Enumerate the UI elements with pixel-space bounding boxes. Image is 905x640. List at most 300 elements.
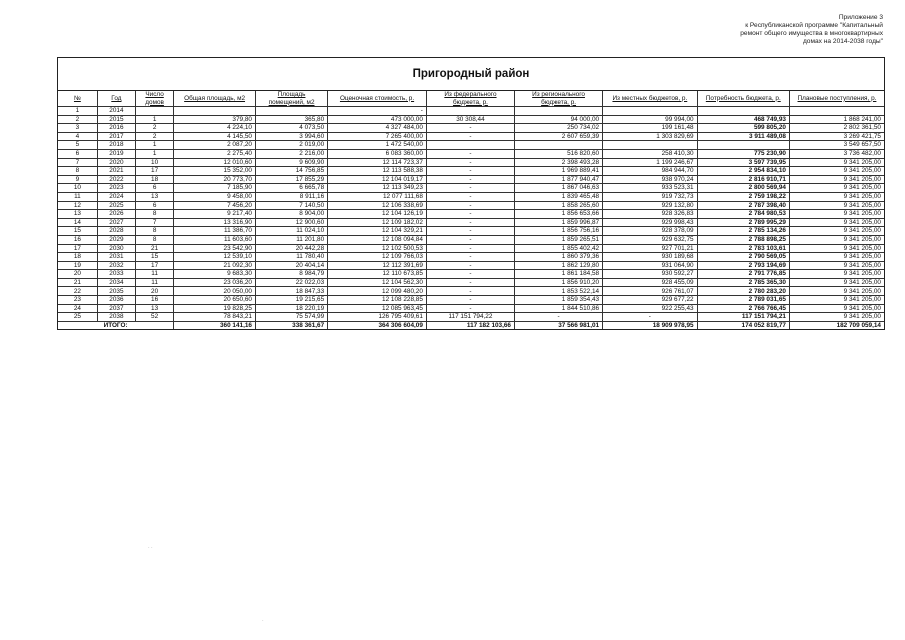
table-cell: 922 255,43 — [603, 304, 697, 313]
table-cell: 1 861 184,58 — [515, 270, 603, 279]
table-cell: 75 574,99 — [255, 313, 327, 322]
table-cell: 11 386,70 — [174, 227, 256, 236]
report-sheet — [57, 57, 885, 330]
table-cell: 20 — [58, 270, 97, 279]
table-cell: 20 773,70 — [174, 175, 256, 184]
table-cell: 11 — [58, 192, 97, 201]
col-header-number: № — [58, 91, 97, 107]
table-cell: 8 984,79 — [255, 270, 327, 279]
table-cell: 2 275,40 — [174, 149, 256, 158]
table-cell: 17 — [58, 244, 97, 253]
table-cell: 12 — [58, 201, 97, 210]
table-cell: 20 — [136, 287, 174, 296]
table-cell: 22 — [58, 287, 97, 296]
table-cell: 1 303 829,69 — [603, 132, 697, 141]
table-cell: 10 — [136, 158, 174, 167]
col-header-estimated-cost: Оценочная стоимость, р. — [328, 91, 427, 107]
table-cell: 9 683,30 — [174, 270, 256, 279]
table-cell: 21 — [58, 278, 97, 287]
table-cell: - — [426, 218, 514, 227]
table-row — [58, 218, 884, 227]
table-cell: 1 877 940,47 — [515, 175, 603, 184]
table-cell: - — [426, 210, 514, 219]
table-cell: 12 077 111,68 — [328, 192, 427, 201]
table-cell: 30 308,44 — [426, 115, 514, 124]
table-row — [58, 158, 884, 167]
table-cell: 12 102 500,53 — [328, 244, 427, 253]
table-cell: 1 856 756,16 — [515, 227, 603, 236]
table-cell: 2 — [136, 124, 174, 133]
table-cell: 2 790 569,05 — [697, 253, 789, 262]
table-cell: - — [426, 167, 514, 176]
table-cell: 1 — [136, 141, 174, 150]
table-cell: 2 800 569,94 — [697, 184, 789, 193]
table-cell: 927 701,21 — [603, 244, 697, 253]
table-row — [58, 167, 884, 176]
total-cell: 364 306 604,09 — [328, 321, 427, 329]
table-cell: 12 114 723,37 — [328, 158, 427, 167]
table-cell: 5 — [58, 141, 97, 150]
table-cell: 1 858 265,60 — [515, 201, 603, 210]
table-cell: 9 341 205,00 — [789, 313, 884, 322]
table-cell: 7 185,90 — [174, 184, 256, 193]
table-cell: 12 110 673,85 — [328, 270, 427, 279]
table-cell: 9 341 205,00 — [789, 244, 884, 253]
table-cell: 9 341 205,00 — [789, 218, 884, 227]
col-header-houses: Число домов — [136, 91, 174, 107]
table-cell: 1 862 129,80 — [515, 261, 603, 270]
table-cell: 258 410,30 — [603, 149, 697, 158]
table-cell: 2024 — [97, 192, 135, 201]
table-cell: 12 113 588,38 — [328, 167, 427, 176]
table-cell: 8 — [136, 235, 174, 244]
total-cell: 37 566 981,01 — [515, 321, 603, 329]
table-cell: 2022 — [97, 175, 135, 184]
table-row — [58, 304, 884, 313]
total-row — [58, 321, 884, 329]
table-row — [58, 149, 884, 158]
table-cell: 2 783 103,61 — [697, 244, 789, 253]
table-cell: 2019 — [97, 149, 135, 158]
table-cell: 9 341 205,00 — [789, 192, 884, 201]
table-cell — [255, 107, 327, 116]
table-row — [58, 270, 884, 279]
table-cell: 12 106 338,69 — [328, 201, 427, 210]
total-cell: 360 141,16 — [174, 321, 256, 329]
header-row — [58, 91, 884, 107]
table-cell: 11 024,10 — [255, 227, 327, 236]
table-cell: 8 911,16 — [255, 192, 327, 201]
table-cell: 516 820,60 — [515, 149, 603, 158]
table-cell: 2 — [58, 115, 97, 124]
table-cell: 9 341 205,00 — [789, 210, 884, 219]
table-cell — [789, 107, 884, 116]
table-cell: 12 085 963,45 — [328, 304, 427, 313]
table-cell: 2 802 361,50 — [789, 124, 884, 133]
table-cell: 15 — [136, 253, 174, 262]
table-cell: 929 677,22 — [603, 296, 697, 305]
table-cell: 2018 — [97, 141, 135, 150]
table-cell: 21 — [136, 244, 174, 253]
col-header-federal: Из федерального бюджета, р. — [426, 91, 514, 107]
table-row — [58, 253, 884, 262]
table-cell: 929 632,75 — [603, 235, 697, 244]
table-cell: 16 — [136, 296, 174, 305]
table-cell: 2035 — [97, 287, 135, 296]
table-cell: 473 000,00 — [328, 115, 427, 124]
table-cell: - — [603, 313, 697, 322]
table-cell: 10 — [58, 184, 97, 193]
table-cell: 250 734,02 — [515, 124, 603, 133]
table-cell: 13 — [58, 210, 97, 219]
table-cell: - — [426, 296, 514, 305]
table-cell: 13 — [136, 192, 174, 201]
table-cell: 20 404,14 — [255, 261, 327, 270]
table-cell: - — [426, 270, 514, 279]
table-cell: - — [426, 132, 514, 141]
table-cell: 7 140,50 — [255, 201, 327, 210]
table-cell: 8 — [58, 167, 97, 176]
table-cell: 2037 — [97, 304, 135, 313]
table-cell: 7 265 400,00 — [328, 132, 427, 141]
table-cell: 919 732,73 — [603, 192, 697, 201]
table-cell: 1 856 653,66 — [515, 210, 603, 219]
table-cell: - — [426, 149, 514, 158]
table-cell: 2032 — [97, 261, 135, 270]
table-cell: 12 104 329,21 — [328, 227, 427, 236]
table-cell — [174, 107, 256, 116]
table-cell: 599 805,20 — [697, 124, 789, 133]
table-cell — [697, 141, 789, 150]
table-cell: 3 549 657,50 — [789, 141, 884, 150]
table-cell: 9 609,90 — [255, 158, 327, 167]
table-cell: 9 341 205,00 — [789, 296, 884, 305]
appendix-line: Приложение 3 — [838, 14, 883, 21]
table-cell: 9 341 205,00 — [789, 167, 884, 176]
table-cell: 2 954 834,10 — [697, 167, 789, 176]
table-cell: 17 — [136, 167, 174, 176]
table-cell: 11 — [136, 278, 174, 287]
table-cell: 3 736 482,00 — [789, 149, 884, 158]
table-cell: 13 — [136, 304, 174, 313]
table-cell: - — [426, 175, 514, 184]
table-cell: 1 — [136, 115, 174, 124]
table-cell: 2036 — [97, 296, 135, 305]
table-row — [58, 287, 884, 296]
table-cell: 1 199 246,67 — [603, 158, 697, 167]
table-cell: 2030 — [97, 244, 135, 253]
table-cell: 2020 — [97, 158, 135, 167]
table-cell: 18 — [58, 253, 97, 262]
table-cell: 12 099 480,20 — [328, 287, 427, 296]
table-cell: 126 795 409,61 — [328, 313, 427, 322]
table-cell: 9 341 205,00 — [789, 184, 884, 193]
table-cell: 12 104 562,30 — [328, 278, 427, 287]
table-cell: 22 022,03 — [255, 278, 327, 287]
table-cell: 52 — [136, 313, 174, 322]
table-cell: 938 970,24 — [603, 175, 697, 184]
total-cell: 117 182 103,66 — [426, 321, 514, 329]
table-cell: 3 597 739,95 — [697, 158, 789, 167]
repair-budget-table — [58, 91, 884, 329]
total-label: ИТОГО: — [58, 321, 174, 329]
table-cell: 2029 — [97, 235, 135, 244]
table-cell: 2034 — [97, 278, 135, 287]
table-cell: 4 224,10 — [174, 124, 256, 133]
district-title: Пригородный район — [58, 58, 884, 91]
table-cell: 6 — [58, 149, 97, 158]
table-cell: 8 — [136, 210, 174, 219]
table-cell: 4 145,50 — [174, 132, 256, 141]
table-cell: 11 603,60 — [174, 235, 256, 244]
table-cell: 9 217,40 — [174, 210, 256, 219]
table-cell — [603, 107, 697, 116]
table-cell: 1 868 241,00 — [789, 115, 884, 124]
table-cell: 19 — [58, 261, 97, 270]
table-cell: 929 132,80 — [603, 201, 697, 210]
table-cell: 1 969 889,41 — [515, 167, 603, 176]
table-cell: 18 220,19 — [255, 304, 327, 313]
table-cell: 2 787 398,40 — [697, 201, 789, 210]
table-cell: 379,80 — [174, 115, 256, 124]
table-cell: 1 859 265,51 — [515, 235, 603, 244]
table-cell: 12 108 094,84 — [328, 235, 427, 244]
appendix-note — [703, 14, 883, 46]
table-row — [58, 192, 884, 201]
table-cell: 9 341 205,00 — [789, 158, 884, 167]
table-cell: 20 650,60 — [174, 296, 256, 305]
table-cell: 2 398 493,28 — [515, 158, 603, 167]
table-cell: - — [515, 313, 603, 322]
table-cell: 8 — [136, 227, 174, 236]
table-cell — [426, 141, 514, 150]
total-cell: 18 909 978,95 — [603, 321, 697, 329]
table-cell: 7 — [58, 158, 97, 167]
table-cell: 2 216,00 — [255, 149, 327, 158]
table-cell: 6 — [136, 201, 174, 210]
table-row — [58, 115, 884, 124]
table-cell: 2 785 134,26 — [697, 227, 789, 236]
table-cell: 12 900,60 — [255, 218, 327, 227]
table-cell: 4 073,50 — [255, 124, 327, 133]
table-cell: - — [426, 304, 514, 313]
total-cell: 174 052 819,77 — [697, 321, 789, 329]
table-cell: 9 341 205,00 — [789, 261, 884, 270]
table-cell: - — [426, 158, 514, 167]
table-cell: 928 455,09 — [603, 278, 697, 287]
appendix-line: домах на 2014-2038 годы" — [802, 38, 883, 45]
table-cell: - — [426, 287, 514, 296]
table-cell — [603, 141, 697, 150]
table-cell: 23 036,20 — [174, 278, 256, 287]
table-cell: 2023 — [97, 184, 135, 193]
table-cell: 1 — [58, 107, 97, 116]
table-cell: 9 341 205,00 — [789, 270, 884, 279]
table-row — [58, 175, 884, 184]
table-cell: 2033 — [97, 270, 135, 279]
table-cell: 2027 — [97, 218, 135, 227]
table-cell: 25 — [58, 313, 97, 322]
table-row — [58, 227, 884, 236]
table-cell: 9 — [58, 175, 97, 184]
table-cell: - — [426, 278, 514, 287]
table-cell: 933 523,31 — [603, 184, 697, 193]
scan-speck: · · — [148, 545, 153, 551]
table-cell: - — [426, 253, 514, 262]
col-header-regional: Из регионального бюджета, р. — [515, 91, 603, 107]
table-cell: 1 860 379,36 — [515, 253, 603, 262]
table-cell: 13 316,90 — [174, 218, 256, 227]
table-cell: 6 083 360,00 — [328, 149, 427, 158]
table-cell: 8 904,00 — [255, 210, 327, 219]
table-cell: 14 756,85 — [255, 167, 327, 176]
table-cell: - — [426, 235, 514, 244]
table-cell: 1 867 046,63 — [515, 184, 603, 193]
table-cell: 2 — [136, 132, 174, 141]
table-cell: 2 759 198,22 — [697, 192, 789, 201]
table-cell: 1 844 510,86 — [515, 304, 603, 313]
table-cell: 12 113 349,23 — [328, 184, 427, 193]
table-cell: 2028 — [97, 227, 135, 236]
table-cell: 21 092,30 — [174, 261, 256, 270]
table-cell: 94 000,00 — [515, 115, 603, 124]
table-cell: 9 341 205,00 — [789, 253, 884, 262]
col-header-budget-need: Потребность бюджета, р. — [697, 91, 789, 107]
table-cell: 365,80 — [255, 115, 327, 124]
table-cell: 199 161,48 — [603, 124, 697, 133]
table-cell: 11 201,80 — [255, 235, 327, 244]
table-cell: 9 458,00 — [174, 192, 256, 201]
table-cell: 20 442,28 — [255, 244, 327, 253]
table-cell: 9 341 205,00 — [789, 304, 884, 313]
table-cell: 2014 — [97, 107, 135, 116]
table-cell: 9 341 205,00 — [789, 201, 884, 210]
table-cell: - — [426, 201, 514, 210]
table-cell: 3 911 489,08 — [697, 132, 789, 141]
table-cell: 12 104 019,17 — [328, 175, 427, 184]
table-cell: 775 230,90 — [697, 149, 789, 158]
table-cell: 2 766 766,45 — [697, 304, 789, 313]
table-cell — [515, 141, 603, 150]
table-cell: 2038 — [97, 313, 135, 322]
table-cell: 9 341 205,00 — [789, 227, 884, 236]
table-cell — [426, 107, 514, 116]
appendix-line: к Республиканской программе "Капитальный — [745, 22, 883, 29]
col-header-year: Год — [97, 91, 135, 107]
table-cell: 2016 — [97, 124, 135, 133]
table-cell: 2025 — [97, 201, 135, 210]
table-cell: 3 — [58, 124, 97, 133]
table-cell: 1 856 910,20 — [515, 278, 603, 287]
total-cell: 182 709 059,14 — [789, 321, 884, 329]
table-cell: 1 855 402,42 — [515, 244, 603, 253]
table-cell: 24 — [58, 304, 97, 313]
table-cell: 930 592,27 — [603, 270, 697, 279]
table-cell: 1 853 522,14 — [515, 287, 603, 296]
table-cell: 11 — [136, 270, 174, 279]
table-cell: 7 — [136, 218, 174, 227]
table-cell: 12 104 126,19 — [328, 210, 427, 219]
table-row — [58, 296, 884, 305]
table-cell: 2021 — [97, 167, 135, 176]
total-cell: 338 361,67 — [255, 321, 327, 329]
table-cell: 9 341 205,00 — [789, 278, 884, 287]
table-cell: 928 326,83 — [603, 210, 697, 219]
table-cell: 3 269 421,75 — [789, 132, 884, 141]
table-cell: 2031 — [97, 253, 135, 262]
table-cell: 2017 — [97, 132, 135, 141]
table-cell: 1 472 540,00 — [328, 141, 427, 150]
table-cell: 926 761,07 — [603, 287, 697, 296]
col-header-premises-area: Площадь помещений, м2 — [255, 91, 327, 107]
table-row — [58, 261, 884, 270]
table-cell: 929 998,43 — [603, 218, 697, 227]
table-cell: 78 843,21 — [174, 313, 256, 322]
table-cell: - — [426, 184, 514, 193]
table-cell: 2 019,00 — [255, 141, 327, 150]
table-cell: 12 109 182,02 — [328, 218, 427, 227]
table-cell: 19 828,25 — [174, 304, 256, 313]
table-cell: 12 108 228,85 — [328, 296, 427, 305]
table-cell: 1 859 996,87 — [515, 218, 603, 227]
table-cell: 3 994,60 — [255, 132, 327, 141]
table-cell: 18 847,33 — [255, 287, 327, 296]
table-cell: - — [426, 244, 514, 253]
table-cell: 9 341 205,00 — [789, 235, 884, 244]
table-cell: 984 944,70 — [603, 167, 697, 176]
table-cell: - — [426, 227, 514, 236]
table-cell: - — [426, 124, 514, 133]
table-cell: 2 607 659,39 — [515, 132, 603, 141]
table-row — [58, 244, 884, 253]
table-cell: 11 780,40 — [255, 253, 327, 262]
table-cell: 18 — [136, 175, 174, 184]
table-row — [58, 141, 884, 150]
col-header-planned-income: Плановые поступления, р. — [789, 91, 884, 107]
table-cell: 1 859 354,43 — [515, 296, 603, 305]
table-cell: 2 785 365,30 — [697, 278, 789, 287]
table-cell: - — [328, 107, 427, 116]
table-cell: 117 151 794,21 — [697, 313, 789, 322]
table-cell: 2 087,20 — [174, 141, 256, 150]
table-cell: 2 780 283,20 — [697, 287, 789, 296]
table-cell: 6 665,78 — [255, 184, 327, 193]
table-cell: 2 789 995,29 — [697, 218, 789, 227]
table-cell — [136, 107, 174, 116]
table-row — [58, 201, 884, 210]
table-cell: 20 050,00 — [174, 287, 256, 296]
table-cell: 23 542,90 — [174, 244, 256, 253]
table-cell: 12 010,60 — [174, 158, 256, 167]
table-cell: 1 839 465,48 — [515, 192, 603, 201]
table-cell: 12 109 766,03 — [328, 253, 427, 262]
table-row — [58, 210, 884, 219]
table-cell: 2 791 776,85 — [697, 270, 789, 279]
col-header-total-area: Общая площадь, м2 — [174, 91, 256, 107]
table-cell: 2 784 980,53 — [697, 210, 789, 219]
table-cell: 17 — [136, 261, 174, 270]
table-cell: 9 341 205,00 — [789, 175, 884, 184]
table-row — [58, 235, 884, 244]
table-cell: 2 793 194,69 — [697, 261, 789, 270]
table-cell: 2 788 898,25 — [697, 235, 789, 244]
appendix-line: ремонт общего имущества в многоквартирных — [740, 30, 883, 37]
table-cell: 9 341 205,00 — [789, 287, 884, 296]
table-cell: 2 789 031,65 — [697, 296, 789, 305]
col-header-local: Из местных бюджетов, р. — [603, 91, 697, 107]
table-cell: 2015 — [97, 115, 135, 124]
table-cell: 19 215,65 — [255, 296, 327, 305]
